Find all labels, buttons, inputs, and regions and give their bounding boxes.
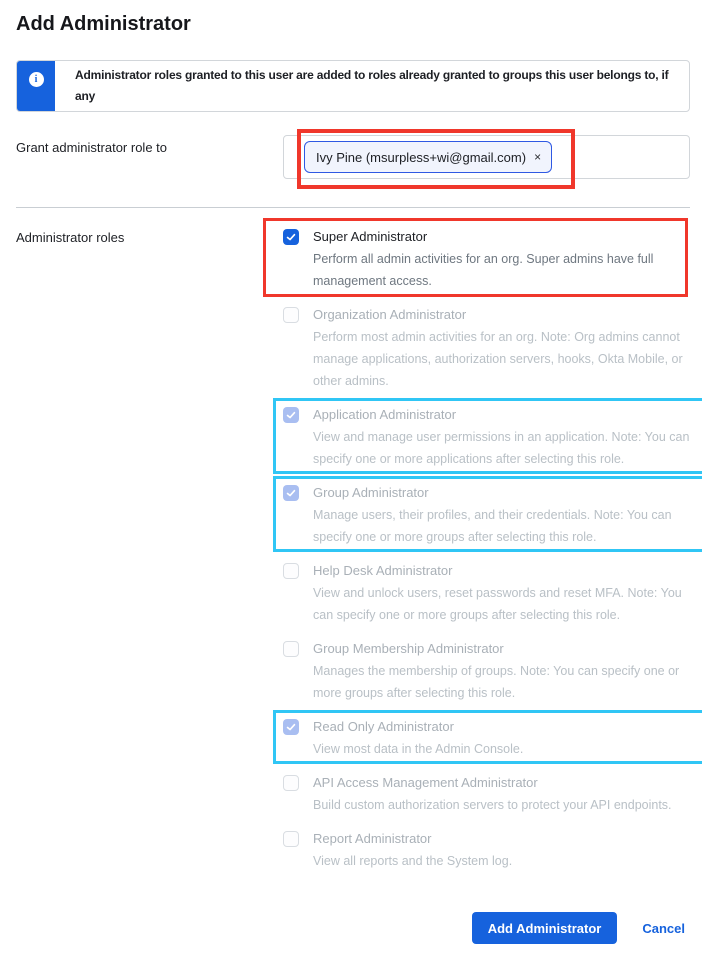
info-banner-text: Administrator roles granted to this user are added to roles already granted to groups this user belongs to, if any xyxy=(75,68,669,103)
role-checkbox-icon xyxy=(283,831,299,847)
section-divider xyxy=(16,207,690,208)
role-name: API Access Management Administrator xyxy=(313,775,538,790)
role-name: Application Administrator xyxy=(313,407,457,422)
role-row xyxy=(283,304,702,392)
role-description: View and manage user permissions in an application. Note: You can specify one or more applications after selecting this role. xyxy=(313,430,690,466)
role-checkbox-icon xyxy=(283,775,299,791)
role-row xyxy=(283,638,702,704)
role-checkbox-icon xyxy=(283,485,299,501)
role-checkbox-icon xyxy=(283,719,299,735)
user-token-label: Ivy Pine (msurpless+wi@gmail.com) xyxy=(316,149,527,165)
role-checkbox-icon xyxy=(283,563,299,579)
role-row xyxy=(283,226,702,292)
role-checkbox-icon[interactable] xyxy=(283,229,299,245)
role-row xyxy=(283,772,702,816)
info-banner-accent xyxy=(17,61,55,111)
role-description: Perform most admin activities for an org. Note: Org admins cannot manage applications, authorization servers, hooks, Okta Mobile, or other admins. xyxy=(313,330,683,388)
role-row xyxy=(283,482,702,548)
role-checkbox-icon xyxy=(283,641,299,657)
grant-role-row xyxy=(16,135,690,179)
roles-list xyxy=(283,226,702,884)
role-name: Organization Administrator xyxy=(313,307,467,322)
footer-actions xyxy=(16,912,690,944)
role-description: Perform all admin activities for an org. Super admins have full management access. xyxy=(313,252,654,288)
role-description: View most data in the Admin Console. xyxy=(313,742,524,756)
role-name: Group Membership Administrator xyxy=(313,641,504,656)
role-name: Super Administrator xyxy=(313,229,428,244)
role-name: Read Only Administrator xyxy=(313,719,454,734)
role-checkbox-icon xyxy=(283,307,299,323)
admin-roles-label: Administrator roles xyxy=(16,230,125,245)
role-description: Manages the membership of groups. Note: You can specify one or more groups after selecting this role. xyxy=(313,664,680,700)
role-row xyxy=(283,560,702,626)
admin-roles-row xyxy=(16,226,690,884)
role-row xyxy=(283,404,702,470)
info-banner xyxy=(16,60,690,112)
role-name: Group Administrator xyxy=(313,485,429,500)
role-description: Build custom authorization servers to protect your API endpoints. xyxy=(313,798,672,812)
role-name: Help Desk Administrator xyxy=(313,563,453,578)
role-name: Report Administrator xyxy=(313,831,432,846)
role-description: View all reports and the System log. xyxy=(313,854,513,868)
user-token xyxy=(304,141,552,173)
info-icon: i xyxy=(29,72,44,87)
page-title: Add Administrator xyxy=(16,13,191,35)
cancel-link[interactable]: Cancel xyxy=(642,920,685,936)
role-row xyxy=(283,828,702,872)
role-checkbox-icon xyxy=(283,407,299,423)
add-administrator-button[interactable]: Add Administrator xyxy=(472,912,618,944)
token-remove-icon[interactable]: × xyxy=(534,150,542,164)
role-description: View and unlock users, reset passwords and reset MFA. Note: You can specify one or more groups after selecting this role. xyxy=(313,586,682,622)
role-row xyxy=(283,716,702,760)
grant-role-input[interactable] xyxy=(283,135,690,179)
grant-role-label: Grant administrator role to xyxy=(16,140,168,155)
role-description: Manage users, their profiles, and their credentials. Note: You can specify one or more groups after selecting this role. xyxy=(313,508,672,544)
